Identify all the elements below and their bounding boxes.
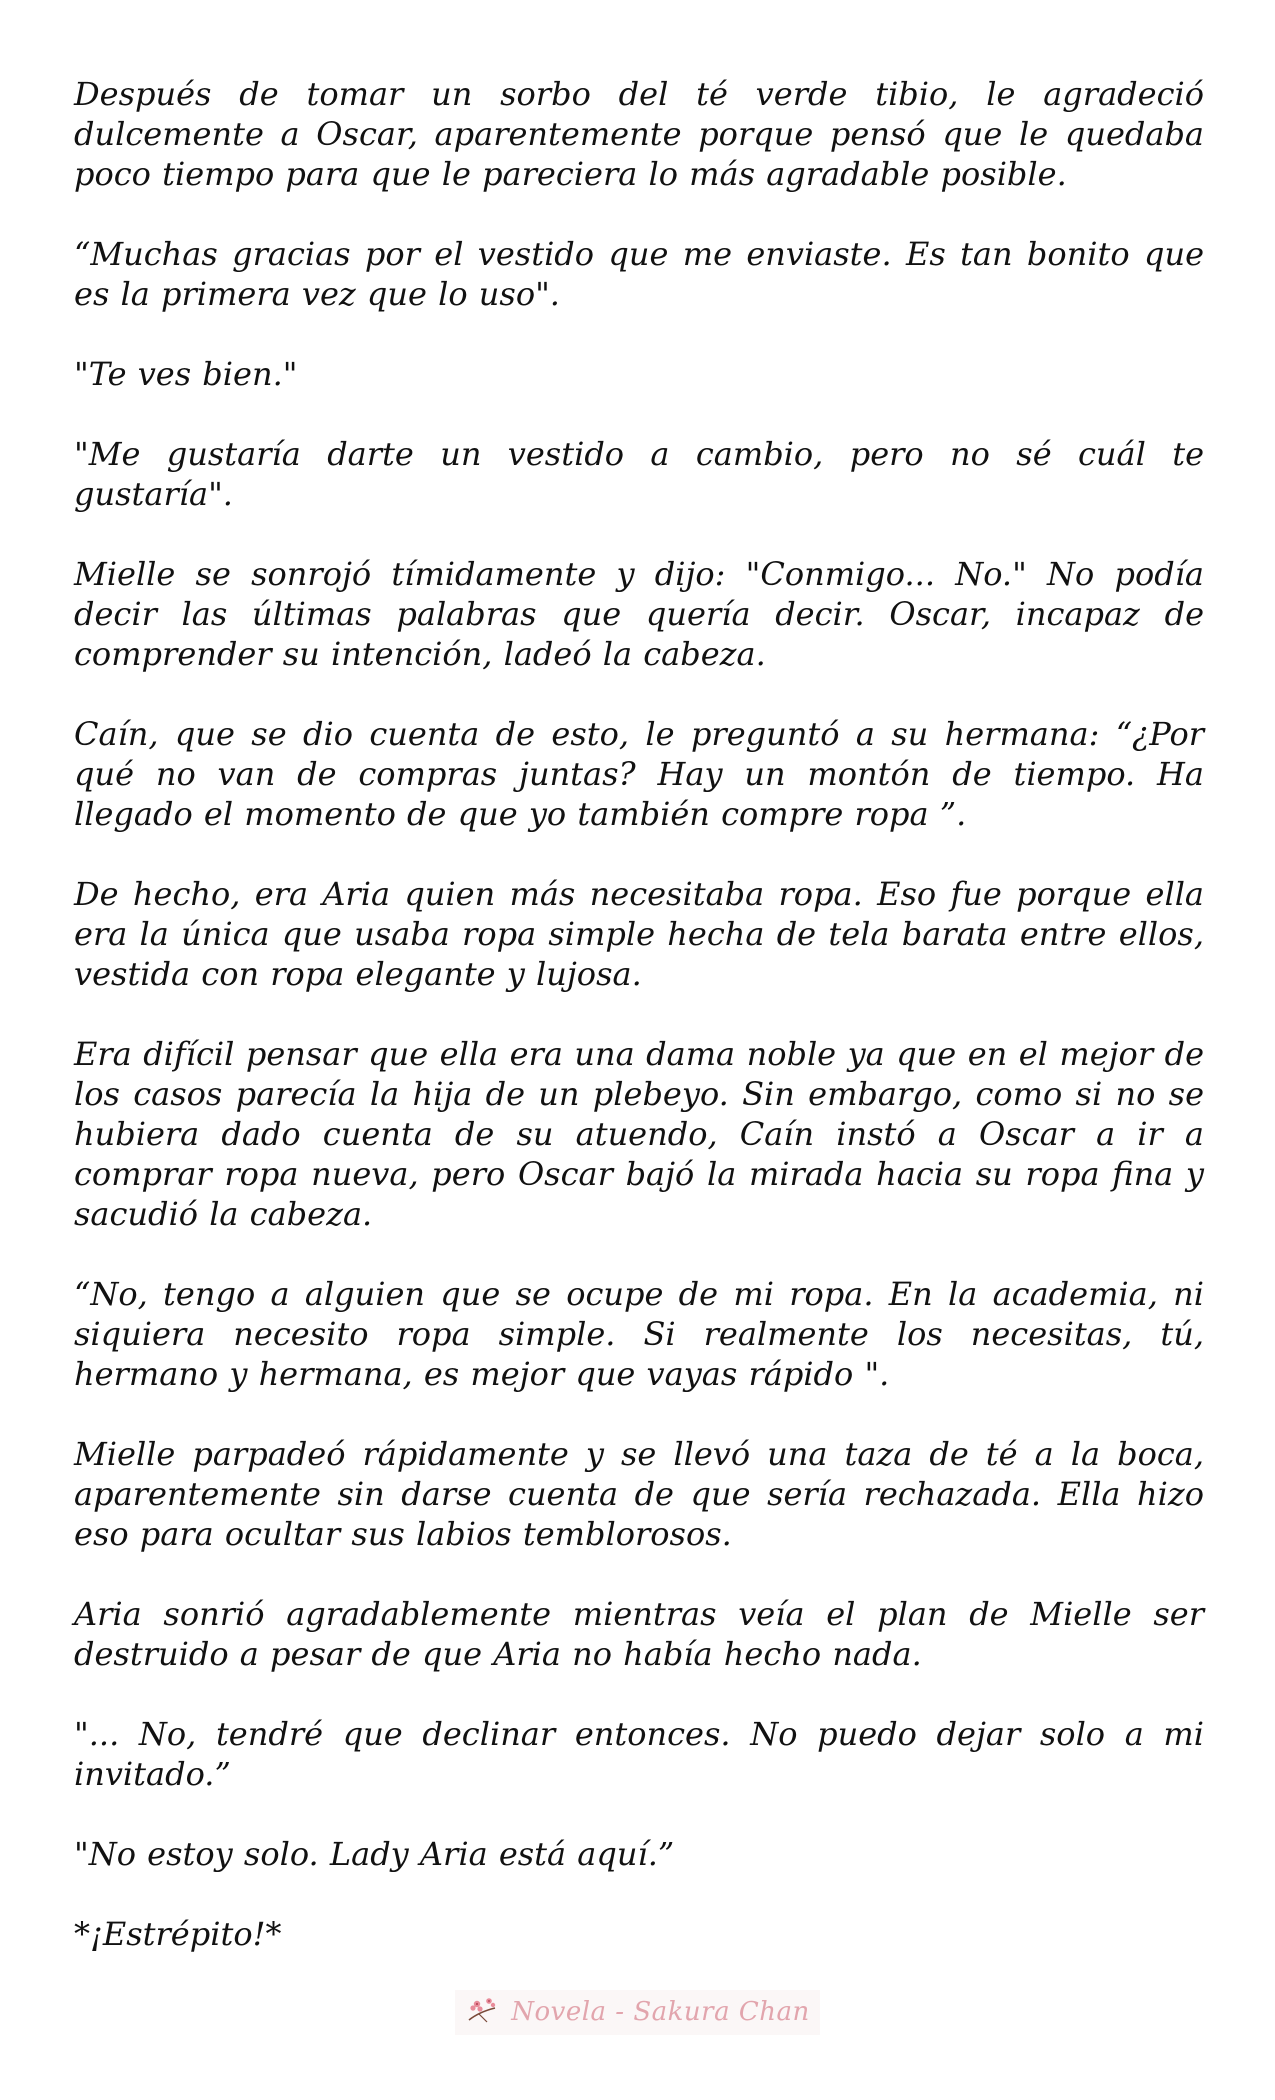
paragraph: "Te ves bien." <box>74 355 298 393</box>
paragraph: "No estoy solo. Lady Aria está aquí.” <box>74 1835 675 1873</box>
sakura-flower-icon <box>465 1994 501 2031</box>
paragraph: "Me gustaría darte un vestido a cambio, pero no sé cuál te gustaría". <box>74 435 1204 513</box>
watermark <box>0 1990 1275 2034</box>
paragraph: *¡Estrépito!* <box>74 1915 282 1953</box>
paragraph: Después de tomar un sorbo del té verde tibio, le agradeció dulcemente a Oscar, aparentemente porque pensó que le quedaba poco tiempo para que le pareciera lo más agradable posible. <box>74 75 1204 193</box>
paragraph: Aria sonrió agradablemente mientras veía el plan de Mielle ser destruido a pesar de que Aria no había hecho nada. <box>74 1595 1204 1673</box>
paragraph: “Muchas gracias por el vestido que me enviaste. Es tan bonito que es la primera vez que lo uso". <box>74 235 1204 313</box>
paragraph: “No, tengo a alguien que se ocupe de mi ropa. En la academia, ni siquiera necesito ropa simple. Si realmente los necesitas, tú, hermano y hermana, es mejor que vayas rápido ". <box>74 1275 1204 1393</box>
watermark-box <box>455 1990 820 2035</box>
paragraph: Mielle se sonrojó tímidamente y dijo: "Conmigo... No." No podía decir las últimas palabras que quería decir. Oscar, incapaz de comprender su intención, ladeó la cabeza. <box>74 555 1204 673</box>
paragraph: Era difícil pensar que ella era una dama noble ya que en el mejor de los casos parecía la hija de un plebeyo. Sin embargo, como si no se hubiera dado cuenta de su atuendo, Caín instó a Oscar a ir a comprar ropa nueva, pero Oscar bajó la mirada hacia su ropa fina y sacudió la cabeza. <box>74 1035 1204 1233</box>
text-column <box>74 74 1204 1994</box>
paragraph: De hecho, era Aria quien más necesitaba ropa. Eso fue porque ella era la única que usaba ropa simple hecha de tela barata entre ellos, vestida con ropa elegante y lujosa. <box>74 875 1204 993</box>
paragraph: "... No, tendré que declinar entonces. No puedo dejar solo a mi invitado.” <box>74 1715 1204 1793</box>
paragraph: Caín, que se dio cuenta de esto, le preguntó a su hermana: “¿Por qué no van de compras juntas? Hay un montón de tiempo. Ha llegado el momento de que yo también compre ropa ”. <box>74 715 1204 833</box>
paragraph: Mielle parpadeó rápidamente y se llevó una taza de té a la boca, aparentemente sin darse cuenta de que sería rechazada. Ella hizo eso para ocultar sus labios temblorosos. <box>74 1435 1204 1553</box>
watermark-text: Novela - Sakura Chan <box>511 1997 810 2027</box>
